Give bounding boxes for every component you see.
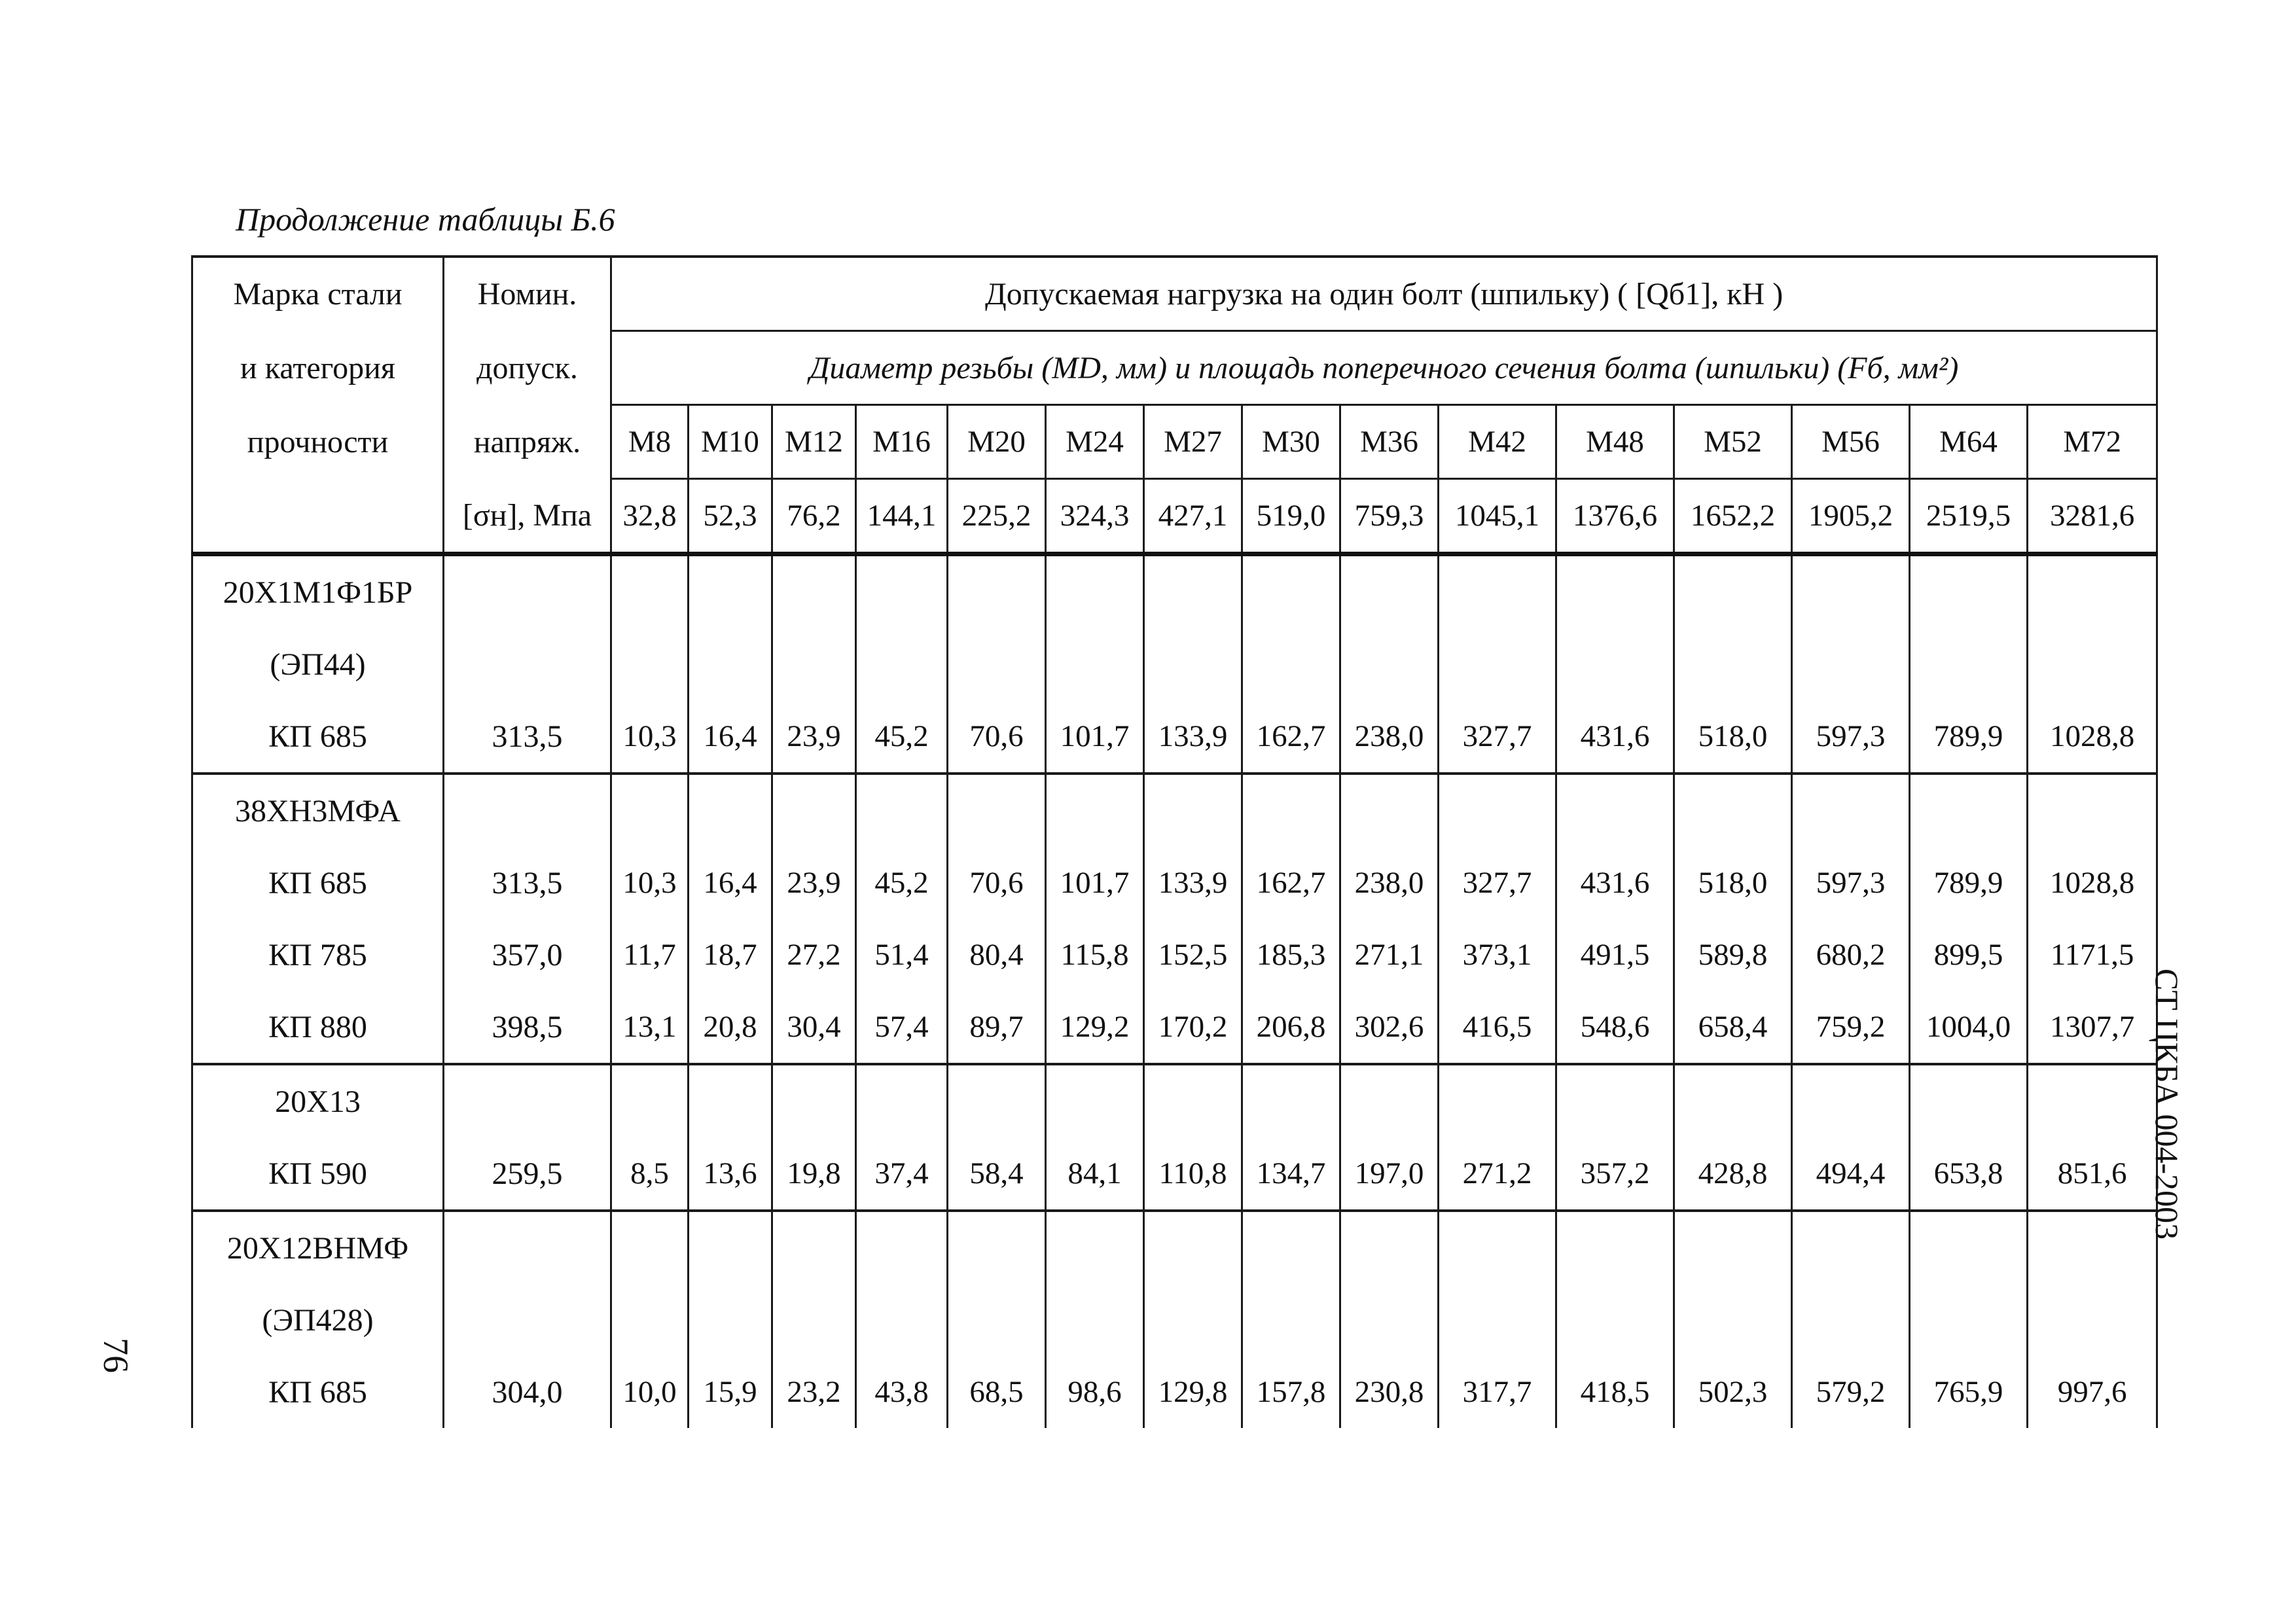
load-value-cell: 20,8 bbox=[689, 991, 772, 1064]
load-value-cell bbox=[1556, 1211, 1674, 1284]
load-value-cell: 597,3 bbox=[1792, 700, 1910, 774]
load-value-cell bbox=[948, 1064, 1046, 1137]
load-value-cell bbox=[856, 774, 948, 847]
load-value-cell bbox=[1340, 1284, 1439, 1356]
steel-grade-cell: КП 880 bbox=[192, 991, 444, 1064]
load-value-cell: 271,2 bbox=[1439, 1137, 1556, 1211]
cross-section-area: 76,2 bbox=[772, 479, 856, 554]
load-value-cell bbox=[1144, 774, 1242, 847]
load-value-cell bbox=[1556, 774, 1674, 847]
load-value-cell bbox=[2028, 1211, 2157, 1284]
cross-section-area: 1376,6 bbox=[1556, 479, 1674, 554]
load-value-cell bbox=[1556, 554, 1674, 629]
table-row bbox=[192, 991, 2157, 1064]
load-value-cell bbox=[1144, 628, 1242, 700]
load-value-cell: 23,9 bbox=[772, 847, 856, 919]
load-value-cell: 15,9 bbox=[689, 1356, 772, 1428]
thread-size-header: M16 bbox=[856, 405, 948, 479]
load-value-cell: 1028,8 bbox=[2028, 847, 2157, 919]
steel-grade-cell: 38ХН3МФА bbox=[192, 774, 444, 847]
nominal-stress-cell bbox=[444, 1211, 611, 1284]
load-value-cell bbox=[1792, 554, 1910, 629]
load-value-cell: 327,7 bbox=[1439, 700, 1556, 774]
load-value-cell: 80,4 bbox=[948, 919, 1046, 991]
load-value-cell bbox=[1439, 774, 1556, 847]
load-value-cell bbox=[1556, 1064, 1674, 1137]
load-value-cell bbox=[611, 1064, 689, 1137]
load-value-cell: 899,5 bbox=[1910, 919, 2028, 991]
load-value-cell: 23,9 bbox=[772, 700, 856, 774]
nominal-stress-cell bbox=[444, 1284, 611, 1356]
load-value-cell bbox=[772, 1211, 856, 1284]
load-value-cell: 43,8 bbox=[856, 1356, 948, 1428]
load-value-cell bbox=[1046, 774, 1144, 847]
load-value-cell: 11,7 bbox=[611, 919, 689, 991]
header-steel-grade bbox=[192, 479, 444, 554]
load-value-cell bbox=[2028, 628, 2157, 700]
load-value-cell bbox=[1792, 1211, 1910, 1284]
load-value-cell: 789,9 bbox=[1910, 700, 2028, 774]
cross-section-area: 2519,5 bbox=[1910, 479, 2028, 554]
load-value-cell bbox=[1046, 1284, 1144, 1356]
header-nominal-stress: [σн], Мпа bbox=[444, 479, 611, 554]
load-value-cell: 10,3 bbox=[611, 700, 689, 774]
load-value-cell: 997,6 bbox=[2028, 1356, 2157, 1428]
table-row bbox=[192, 1064, 2157, 1137]
load-value-cell: 10,0 bbox=[611, 1356, 689, 1428]
load-value-cell bbox=[1144, 1211, 1242, 1284]
nominal-stress-cell: 357,0 bbox=[444, 919, 611, 991]
load-value-cell bbox=[689, 774, 772, 847]
load-value-cell bbox=[1242, 628, 1340, 700]
table-row bbox=[192, 1356, 2157, 1428]
load-value-cell: 19,8 bbox=[772, 1137, 856, 1211]
cross-section-area: 144,1 bbox=[856, 479, 948, 554]
load-value-cell: 162,7 bbox=[1242, 847, 1340, 919]
load-value-cell: 357,2 bbox=[1556, 1137, 1674, 1211]
thread-size-header: M56 bbox=[1792, 405, 1910, 479]
load-value-cell: 13,6 bbox=[689, 1137, 772, 1211]
load-value-cell bbox=[1910, 554, 2028, 629]
load-value-cell: 1307,7 bbox=[2028, 991, 2157, 1064]
header-nominal-stress: допуск. bbox=[444, 331, 611, 405]
load-value-cell bbox=[1242, 1284, 1340, 1356]
table-row bbox=[192, 774, 2157, 847]
table-row bbox=[192, 628, 2157, 700]
load-value-cell bbox=[1046, 1064, 1144, 1137]
nominal-stress-cell: 304,0 bbox=[444, 1356, 611, 1428]
steel-grade-cell: КП 685 bbox=[192, 847, 444, 919]
cross-section-area: 52,3 bbox=[689, 479, 772, 554]
steel-grade-cell: КП 685 bbox=[192, 700, 444, 774]
thread-size-header: M72 bbox=[2028, 405, 2157, 479]
load-value-cell: 206,8 bbox=[1242, 991, 1340, 1064]
cross-section-area: 3281,6 bbox=[2028, 479, 2157, 554]
nominal-stress-cell: 398,5 bbox=[444, 991, 611, 1064]
load-value-cell bbox=[772, 774, 856, 847]
load-value-cell: 653,8 bbox=[1910, 1137, 2028, 1211]
cross-section-area: 759,3 bbox=[1340, 479, 1439, 554]
load-value-cell: 98,6 bbox=[1046, 1356, 1144, 1428]
steel-grade-cell: 20Х12ВНМФ bbox=[192, 1211, 444, 1284]
thread-size-header: M10 bbox=[689, 405, 772, 479]
load-value-cell: 1171,5 bbox=[2028, 919, 2157, 991]
cross-section-area: 225,2 bbox=[948, 479, 1046, 554]
load-value-cell bbox=[948, 554, 1046, 629]
load-value-cell: 134,7 bbox=[1242, 1137, 1340, 1211]
load-value-cell: 1028,8 bbox=[2028, 700, 2157, 774]
load-value-cell bbox=[689, 628, 772, 700]
load-value-cell: 30,4 bbox=[772, 991, 856, 1064]
load-value-cell bbox=[1439, 1284, 1556, 1356]
load-value-cell bbox=[1046, 1211, 1144, 1284]
load-value-cell bbox=[1674, 628, 1792, 700]
load-value-cell bbox=[1556, 1284, 1674, 1356]
load-value-cell bbox=[1792, 1064, 1910, 1137]
load-value-cell bbox=[689, 1211, 772, 1284]
load-value-cell bbox=[611, 774, 689, 847]
load-value-cell: 162,7 bbox=[1242, 700, 1340, 774]
load-value-cell: 494,4 bbox=[1792, 1137, 1910, 1211]
cross-section-area: 1905,2 bbox=[1792, 479, 1910, 554]
load-value-cell bbox=[772, 1064, 856, 1137]
load-value-cell: 851,6 bbox=[2028, 1137, 2157, 1211]
nominal-stress-cell bbox=[444, 774, 611, 847]
load-value-cell bbox=[1674, 1064, 1792, 1137]
load-value-cell: 418,5 bbox=[1556, 1356, 1674, 1428]
cross-section-area: 519,0 bbox=[1242, 479, 1340, 554]
load-value-cell bbox=[1144, 1284, 1242, 1356]
load-value-cell: 18,7 bbox=[689, 919, 772, 991]
load-value-cell bbox=[1340, 1064, 1439, 1137]
load-value-cell bbox=[2028, 1284, 2157, 1356]
load-value-cell: 58,4 bbox=[948, 1137, 1046, 1211]
table-row bbox=[192, 700, 2157, 774]
load-value-cell: 230,8 bbox=[1340, 1356, 1439, 1428]
load-value-cell bbox=[856, 628, 948, 700]
load-value-cell bbox=[1046, 628, 1144, 700]
load-value-cell bbox=[1439, 1064, 1556, 1137]
cross-section-area: 32,8 bbox=[611, 479, 689, 554]
load-value-cell bbox=[1242, 1211, 1340, 1284]
thread-size-header: M12 bbox=[772, 405, 856, 479]
page-number: 76 bbox=[96, 1338, 135, 1373]
steel-grade-cell: 20Х13 bbox=[192, 1064, 444, 1137]
load-value-cell: 428,8 bbox=[1674, 1137, 1792, 1211]
load-value-cell bbox=[611, 1211, 689, 1284]
load-value-cell: 133,9 bbox=[1144, 847, 1242, 919]
steel-grade-cell: КП 685 bbox=[192, 1356, 444, 1428]
load-value-cell bbox=[1242, 1064, 1340, 1137]
thread-size-header: M27 bbox=[1144, 405, 1242, 479]
table-row bbox=[192, 919, 2157, 991]
load-value-cell bbox=[948, 1284, 1046, 1356]
load-value-cell bbox=[2028, 554, 2157, 629]
load-value-cell: 101,7 bbox=[1046, 700, 1144, 774]
load-value-cell: 238,0 bbox=[1340, 847, 1439, 919]
nominal-stress-cell bbox=[444, 1064, 611, 1137]
load-value-cell: 680,2 bbox=[1792, 919, 1910, 991]
load-value-cell bbox=[1910, 1211, 2028, 1284]
load-value-cell: 197,0 bbox=[1340, 1137, 1439, 1211]
load-value-cell bbox=[856, 554, 948, 629]
load-value-cell: 431,6 bbox=[1556, 847, 1674, 919]
load-value-cell: 23,2 bbox=[772, 1356, 856, 1428]
load-value-cell: 89,7 bbox=[948, 991, 1046, 1064]
header-steel-grade: прочности bbox=[192, 405, 444, 479]
load-value-cell bbox=[1556, 628, 1674, 700]
header-steel-grade: Марка стали bbox=[192, 257, 444, 331]
table-caption: Продолжение таблицы Б.6 bbox=[236, 201, 615, 238]
load-value-cell bbox=[772, 628, 856, 700]
load-value-cell: 8,5 bbox=[611, 1137, 689, 1211]
load-value-cell: 302,6 bbox=[1340, 991, 1439, 1064]
nominal-stress-cell bbox=[444, 554, 611, 629]
load-value-cell: 115,8 bbox=[1046, 919, 1144, 991]
bolt-load-table bbox=[191, 255, 2158, 1428]
load-value-cell: 589,8 bbox=[1674, 919, 1792, 991]
load-value-cell: 431,6 bbox=[1556, 700, 1674, 774]
load-value-cell: 789,9 bbox=[1910, 847, 2028, 919]
steel-grade-cell: (ЭП428) bbox=[192, 1284, 444, 1356]
load-value-cell: 157,8 bbox=[1242, 1356, 1340, 1428]
load-value-cell: 1004,0 bbox=[1910, 991, 2028, 1064]
nominal-stress-cell: 259,5 bbox=[444, 1137, 611, 1211]
steel-grade-cell: 20Х1М1Ф1БР bbox=[192, 554, 444, 629]
header-diameter-title: Диаметр резьбы (MD, мм) и площадь поперечного сечения болта (шпильки) (Fб, мм²) bbox=[611, 331, 2157, 405]
thread-size-header: M8 bbox=[611, 405, 689, 479]
thread-size-header: M20 bbox=[948, 405, 1046, 479]
load-value-cell bbox=[611, 554, 689, 629]
load-value-cell: 68,5 bbox=[948, 1356, 1046, 1428]
load-value-cell bbox=[1340, 554, 1439, 629]
load-value-cell bbox=[689, 554, 772, 629]
steel-grade-cell: КП 785 bbox=[192, 919, 444, 991]
load-value-cell: 518,0 bbox=[1674, 847, 1792, 919]
header-steel-grade: и категория bbox=[192, 331, 444, 405]
load-value-cell: 765,9 bbox=[1910, 1356, 2028, 1428]
nominal-stress-cell: 313,5 bbox=[444, 700, 611, 774]
load-value-cell bbox=[1910, 1064, 2028, 1137]
load-value-cell: 317,7 bbox=[1439, 1356, 1556, 1428]
load-value-cell bbox=[1674, 554, 1792, 629]
load-value-cell: 133,9 bbox=[1144, 700, 1242, 774]
load-value-cell bbox=[1439, 628, 1556, 700]
load-value-cell: 16,4 bbox=[689, 700, 772, 774]
header-nominal-stress: напряж. bbox=[444, 405, 611, 479]
load-value-cell bbox=[1792, 628, 1910, 700]
table-row bbox=[192, 847, 2157, 919]
cross-section-area: 1045,1 bbox=[1439, 479, 1556, 554]
load-value-cell bbox=[2028, 774, 2157, 847]
load-value-cell: 27,2 bbox=[772, 919, 856, 991]
load-value-cell bbox=[948, 628, 1046, 700]
load-value-cell bbox=[1340, 628, 1439, 700]
thread-size-header: M42 bbox=[1439, 405, 1556, 479]
load-value-cell: 84,1 bbox=[1046, 1137, 1144, 1211]
load-value-cell bbox=[689, 1064, 772, 1137]
load-value-cell bbox=[1046, 554, 1144, 629]
load-value-cell bbox=[1674, 1284, 1792, 1356]
load-value-cell: 129,8 bbox=[1144, 1356, 1242, 1428]
load-value-cell bbox=[1910, 1284, 2028, 1356]
load-value-cell bbox=[1674, 1211, 1792, 1284]
load-value-cell: 518,0 bbox=[1674, 700, 1792, 774]
table-row bbox=[192, 1137, 2157, 1211]
load-value-cell: 271,1 bbox=[1340, 919, 1439, 991]
table-row bbox=[192, 554, 2157, 629]
load-value-cell bbox=[856, 1284, 948, 1356]
header-load-title: Допускаемая нагрузка на один болт (шпильку) ( [Qб1], кН ) bbox=[611, 257, 2157, 331]
steel-grade-cell: (ЭП44) bbox=[192, 628, 444, 700]
thread-size-header: M52 bbox=[1674, 405, 1792, 479]
load-value-cell bbox=[1144, 1064, 1242, 1137]
load-value-cell bbox=[772, 554, 856, 629]
cross-section-area: 427,1 bbox=[1144, 479, 1242, 554]
load-value-cell: 597,3 bbox=[1792, 847, 1910, 919]
load-value-cell: 16,4 bbox=[689, 847, 772, 919]
thread-size-header: M64 bbox=[1910, 405, 2028, 479]
thread-size-header: M36 bbox=[1340, 405, 1439, 479]
load-value-cell: 70,6 bbox=[948, 847, 1046, 919]
header-nominal-stress: Номин. bbox=[444, 257, 611, 331]
load-value-cell: 373,1 bbox=[1439, 919, 1556, 991]
steel-grade-cell: КП 590 bbox=[192, 1137, 444, 1211]
load-value-cell: 129,2 bbox=[1046, 991, 1144, 1064]
load-value-cell: 759,2 bbox=[1792, 991, 1910, 1064]
load-value-cell bbox=[856, 1211, 948, 1284]
load-value-cell bbox=[2028, 1064, 2157, 1137]
nominal-stress-cell bbox=[444, 628, 611, 700]
load-value-cell: 10,3 bbox=[611, 847, 689, 919]
load-value-cell: 152,5 bbox=[1144, 919, 1242, 991]
load-value-cell bbox=[689, 1284, 772, 1356]
load-value-cell bbox=[1910, 774, 2028, 847]
load-value-cell: 579,2 bbox=[1792, 1356, 1910, 1428]
load-value-cell: 101,7 bbox=[1046, 847, 1144, 919]
document-id: СТ ЦКБА 004-2003 bbox=[2149, 969, 2185, 1240]
load-value-cell bbox=[1340, 1211, 1439, 1284]
load-value-cell: 491,5 bbox=[1556, 919, 1674, 991]
load-value-cell: 327,7 bbox=[1439, 847, 1556, 919]
load-value-cell: 170,2 bbox=[1144, 991, 1242, 1064]
load-value-cell: 45,2 bbox=[856, 700, 948, 774]
load-value-cell: 416,5 bbox=[1439, 991, 1556, 1064]
load-value-cell bbox=[1439, 554, 1556, 629]
load-value-cell: 51,4 bbox=[856, 919, 948, 991]
nominal-stress-cell: 313,5 bbox=[444, 847, 611, 919]
load-value-cell: 13,1 bbox=[611, 991, 689, 1064]
load-value-cell: 70,6 bbox=[948, 700, 1046, 774]
load-value-cell: 502,3 bbox=[1674, 1356, 1792, 1428]
load-value-cell bbox=[948, 1211, 1046, 1284]
load-value-cell bbox=[1242, 774, 1340, 847]
load-value-cell: 57,4 bbox=[856, 991, 948, 1064]
load-value-cell bbox=[772, 1284, 856, 1356]
load-value-cell bbox=[856, 1064, 948, 1137]
thread-size-header: M48 bbox=[1556, 405, 1674, 479]
load-value-cell: 185,3 bbox=[1242, 919, 1340, 991]
load-value-cell: 110,8 bbox=[1144, 1137, 1242, 1211]
cross-section-area: 1652,2 bbox=[1674, 479, 1792, 554]
load-value-cell bbox=[1792, 774, 1910, 847]
load-value-cell: 37,4 bbox=[856, 1137, 948, 1211]
load-value-cell bbox=[1340, 774, 1439, 847]
table-row bbox=[192, 1284, 2157, 1356]
cross-section-area: 324,3 bbox=[1046, 479, 1144, 554]
thread-size-header: M24 bbox=[1046, 405, 1144, 479]
load-value-cell bbox=[611, 1284, 689, 1356]
load-value-cell: 658,4 bbox=[1674, 991, 1792, 1064]
table-row bbox=[192, 1211, 2157, 1284]
load-value-cell: 45,2 bbox=[856, 847, 948, 919]
load-value-cell: 548,6 bbox=[1556, 991, 1674, 1064]
load-value-cell bbox=[1674, 774, 1792, 847]
load-value-cell bbox=[1144, 554, 1242, 629]
thread-size-header: M30 bbox=[1242, 405, 1340, 479]
load-value-cell bbox=[948, 774, 1046, 847]
load-value-cell bbox=[1910, 628, 2028, 700]
load-value-cell bbox=[1792, 1284, 1910, 1356]
load-value-cell: 238,0 bbox=[1340, 700, 1439, 774]
load-value-cell bbox=[1242, 554, 1340, 629]
load-value-cell bbox=[611, 628, 689, 700]
load-value-cell bbox=[1439, 1211, 1556, 1284]
